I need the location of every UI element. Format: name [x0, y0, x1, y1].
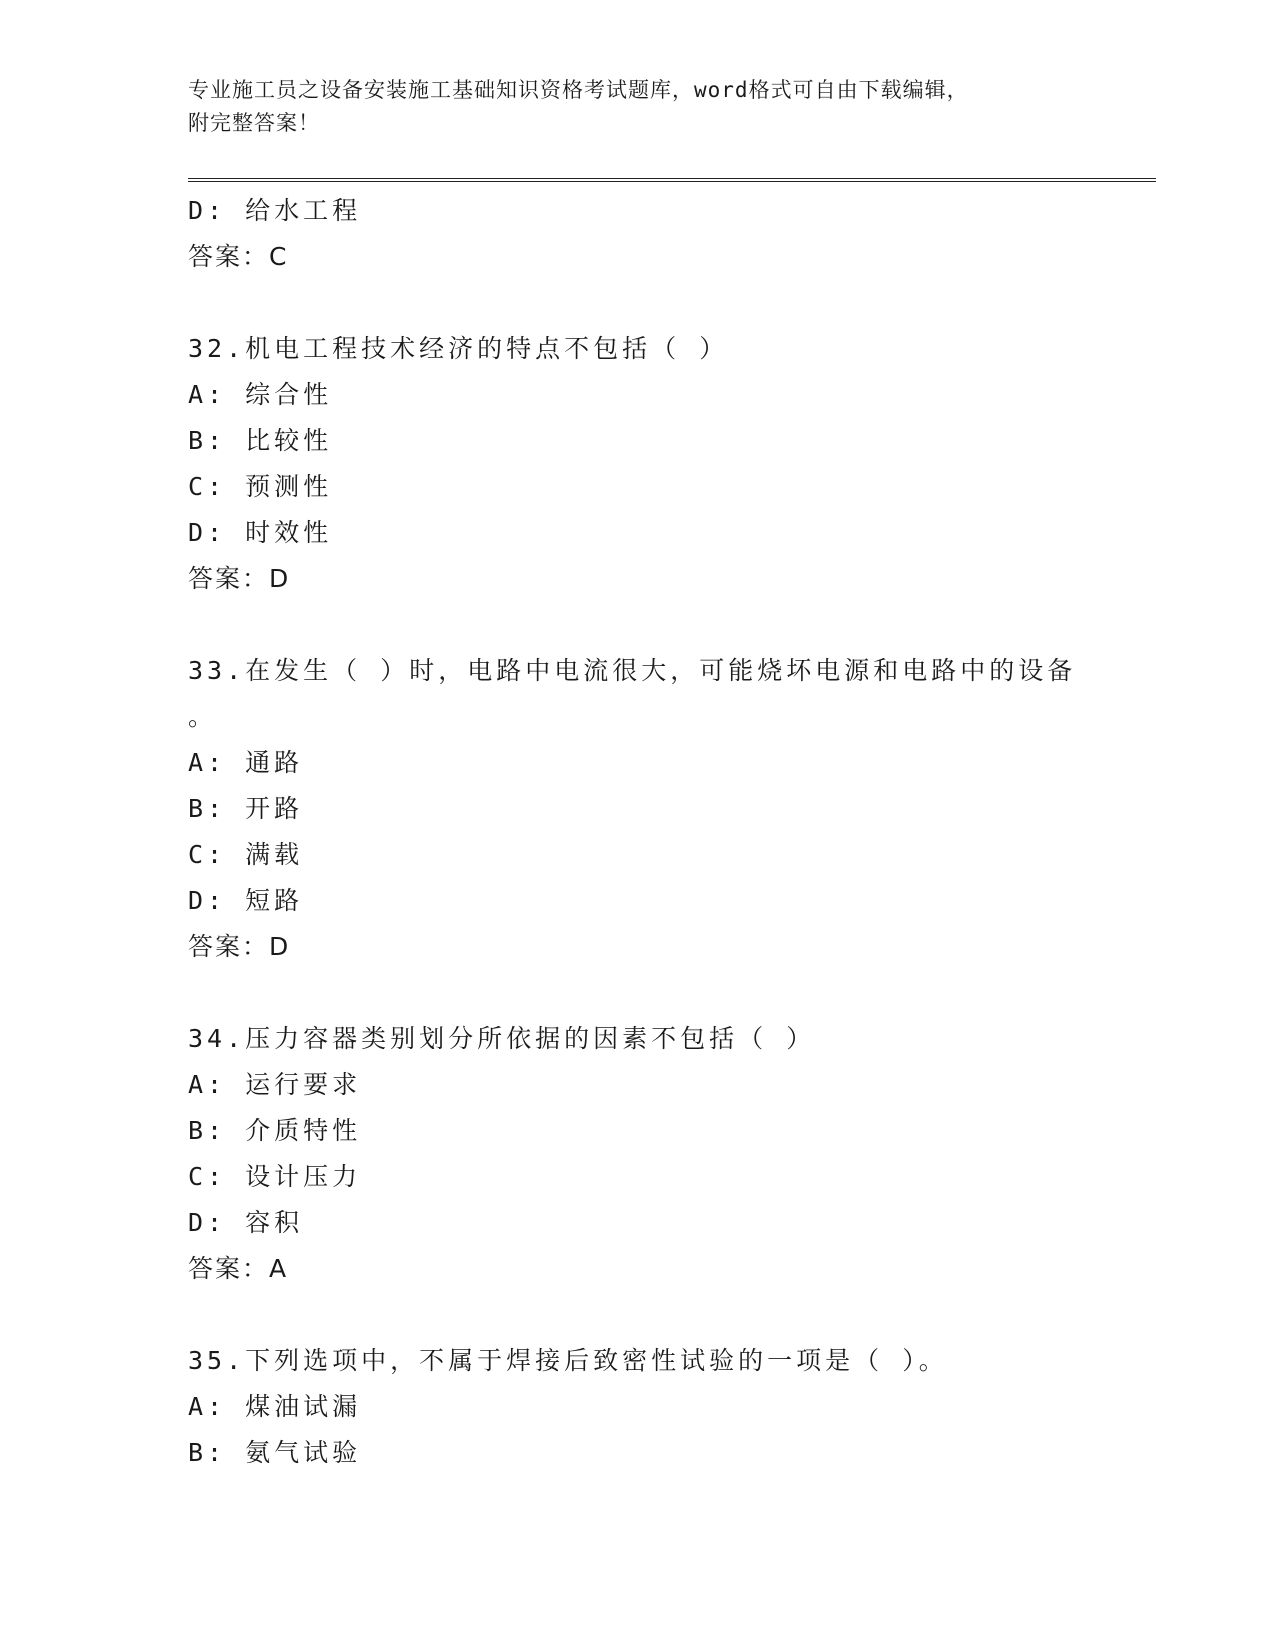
option-d: D: 给水工程	[188, 196, 362, 225]
question-stem: 35.下列选项中，不属于焊接后致密性试验的一项是（ ）。	[188, 1346, 948, 1375]
question-stem-continuation: 。	[188, 702, 218, 731]
question-list	[188, 188, 1088, 1476]
option-b: B: 氨气试验	[188, 1438, 362, 1467]
question-stem: 33.在发生（ ）时，电路中电流很大，可能烧坏电源和电路中的设备	[188, 656, 1077, 685]
answer-line: 答案：C	[188, 242, 289, 271]
option-d: D: 时效性	[188, 518, 333, 547]
header-line-2: 附完整答案！	[188, 111, 320, 135]
option-c: C: 预测性	[188, 472, 333, 501]
option-b: B: 比较性	[188, 426, 333, 455]
option-a: A: 运行要求	[188, 1070, 362, 1099]
header-divider	[188, 178, 1156, 182]
spacer	[188, 1292, 1088, 1338]
option-a: A: 通路	[188, 748, 304, 777]
option-b: B: 介质特性	[188, 1116, 362, 1145]
document-header	[188, 74, 1088, 140]
option-a: A: 煤油试漏	[188, 1392, 362, 1421]
option-b: B: 开路	[188, 794, 304, 823]
answer-line: 答案：D	[188, 564, 291, 593]
spacer	[188, 602, 1088, 648]
option-c: C: 设计压力	[188, 1162, 362, 1191]
spacer	[188, 280, 1088, 326]
option-a: A: 综合性	[188, 380, 333, 409]
option-d: D: 短路	[188, 886, 304, 915]
option-c: C: 满载	[188, 840, 304, 869]
question-stem: 34.压力容器类别划分所依据的因素不包括（ ）	[188, 1024, 816, 1053]
answer-line: 答案：A	[188, 1254, 289, 1283]
question-stem: 32.机电工程技术经济的特点不包括（ ）	[188, 334, 729, 363]
answer-line: 答案：D	[188, 932, 291, 961]
option-d: D: 容积	[188, 1208, 304, 1237]
spacer	[188, 970, 1088, 1016]
header-line-1: 专业施工员之设备安装施工基础知识资格考试题库，word格式可自由下载编辑，	[188, 78, 969, 102]
